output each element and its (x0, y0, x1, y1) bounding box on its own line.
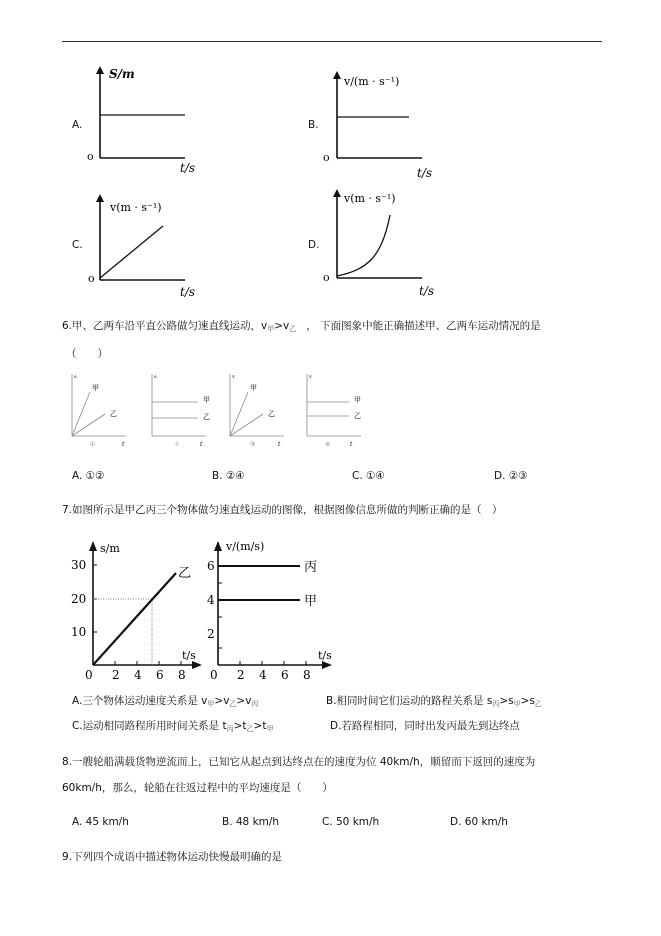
option-c-label: C. (72, 239, 83, 251)
x-axis-label: t/s (417, 166, 433, 180)
option-d-label: D. (308, 239, 320, 251)
x-tick: 4 (259, 668, 267, 682)
graph-a (85, 60, 205, 180)
origin-label: o (323, 271, 330, 284)
graph-number: ③ (250, 441, 256, 448)
y-axis-label: v(m · s⁻¹) (110, 201, 162, 214)
option-text: >v (236, 695, 252, 707)
line-label: 乙 (354, 412, 361, 420)
x-tick: 6 (156, 668, 164, 682)
line-label: 乙 (110, 410, 117, 418)
axis-label: s (154, 374, 157, 380)
x-axis-label: t/s (419, 284, 435, 298)
q6-text-part: 6.甲、乙两车沿平直公路做匀速直线运动，v (62, 320, 268, 332)
subscript: 乙 (229, 700, 237, 708)
option-text: A.三个物体运动速度关系是 v (72, 695, 208, 707)
y-tick: 30 (71, 558, 87, 572)
option-text: >t (233, 720, 247, 732)
q6-option-c[interactable]: C. ①④ (352, 470, 385, 482)
q6-option-d[interactable]: D. ②③ (494, 470, 528, 482)
y-tick: 2 (207, 627, 215, 641)
axis-label: s (74, 374, 77, 380)
x-tick: 0 (85, 668, 93, 682)
option-text: C.运动相同路程所用时间关系是 t (72, 720, 227, 732)
subscript: 丙 (226, 725, 234, 733)
axis-label: t (278, 441, 281, 448)
question-8-line2: 60km/h，那么，轮船在往返过程中的平均速度是（ ） (62, 782, 333, 794)
y-axis-label: s/m (100, 542, 120, 555)
axis-label: v (232, 374, 235, 380)
q8-option-d[interactable]: D. 60 km/h (450, 816, 508, 828)
graph-3 (228, 372, 293, 448)
option-text: >v (214, 695, 230, 707)
q8-option-c[interactable]: C. 50 km/h (322, 816, 380, 828)
question-7-text: 7.如图所示是甲乙丙三个物体做匀速直线运动的图像，根据图像信息所做的判断正确的是（ ） (62, 504, 503, 516)
y-tick: 6 (207, 559, 215, 573)
q6-text-part: >v (274, 320, 290, 332)
x-tick: 4 (134, 668, 142, 682)
option-b-label: B. (308, 119, 319, 131)
subscript: 乙 (246, 725, 254, 733)
subscript: 乙 (289, 325, 297, 333)
y-tick: 10 (71, 625, 87, 639)
question-8-line1: 8.一艘轮船满载货物逆流而上，已知它从起点到达终点在的速度为位 40km/h，顺留而下返回的速度为 (62, 756, 536, 768)
x-tick: 2 (112, 668, 120, 682)
graph-c (85, 190, 205, 310)
x-tick: 6 (281, 668, 289, 682)
q8-option-b[interactable]: B. 48 km/h (222, 816, 280, 828)
q8-option-a[interactable]: A. 45 km/h (72, 816, 129, 828)
axis-label: t (122, 441, 125, 448)
x-axis-label: t/s (180, 161, 196, 175)
line-label-bing: 丙 (304, 560, 318, 575)
option-text: B.相同时间它们运动的路程关系是 s (326, 695, 493, 707)
option-text: >s (520, 695, 535, 707)
origin-label: o (88, 272, 95, 285)
y-axis-label: v/(m · s⁻¹) (344, 75, 400, 88)
y-tick: 20 (71, 592, 87, 606)
line-label-jia: 甲 (304, 594, 318, 609)
line-label: 甲 (250, 384, 257, 392)
subscript: 丙 (251, 700, 259, 708)
distance-time-graph (60, 535, 210, 685)
q7-option-a[interactable] (72, 694, 258, 711)
option-text: >s (499, 695, 514, 707)
subscript: 丙 (492, 700, 500, 708)
option-text: >t (253, 720, 267, 732)
x-axis-label: t/s (180, 285, 196, 299)
graph-number: ① (90, 441, 96, 448)
line-label-yi: 乙 (178, 566, 192, 581)
q7-option-c[interactable] (72, 719, 273, 736)
answer-blank: （ ） (66, 348, 108, 360)
q6-text-part: ， 下面图象中能正确描述甲、乙两车运动情况的是 (306, 320, 541, 332)
subscript: 甲 (266, 725, 274, 733)
q6-option-a[interactable]: A. ①② (72, 470, 105, 482)
y-axis-label: v(m · s⁻¹) (344, 192, 396, 205)
graph-b (322, 65, 442, 185)
subscript: 甲 (267, 325, 275, 333)
graph-2 (150, 372, 215, 448)
graph-1 (70, 372, 130, 448)
graph-d (322, 185, 442, 305)
graph-4 (305, 372, 370, 448)
q7-option-b[interactable] (326, 694, 542, 711)
subscript: 甲 (513, 700, 521, 708)
line-label: 乙 (268, 410, 275, 418)
graph-number: ④ (325, 441, 331, 448)
q6-option-b[interactable]: B. ②④ (212, 470, 245, 482)
x-axis-label: t/s (182, 649, 196, 662)
axis-label: t (200, 441, 203, 448)
x-tick: 8 (178, 668, 186, 682)
x-tick: 2 (237, 668, 245, 682)
x-axis-label: t/s (318, 649, 332, 662)
line-label: 甲 (203, 396, 210, 404)
x-tick: 8 (303, 668, 311, 682)
origin-label: o (87, 150, 94, 163)
line-label: 甲 (354, 396, 361, 404)
origin-label: o (323, 151, 330, 164)
y-axis-label: v/(m/s) (226, 540, 265, 553)
q7-option-d[interactable]: D.若路程相同，同时出发丙最先到达终点 (330, 720, 520, 732)
graph-number: ② (174, 441, 180, 448)
axis-label: v (309, 374, 312, 380)
axis-label: t (350, 441, 353, 448)
question-6-text (62, 319, 541, 336)
header-rule (62, 41, 602, 42)
subscript: 甲 (207, 700, 215, 708)
y-tick: 4 (207, 593, 215, 607)
x-tick: 0 (210, 668, 218, 682)
line-label: 甲 (92, 384, 99, 392)
subscript: 乙 (534, 700, 542, 708)
line-label: 乙 (203, 413, 210, 421)
option-a-label: A. (72, 119, 83, 131)
velocity-time-graph (200, 535, 350, 685)
y-axis-label: S/m (109, 67, 135, 81)
question-9-text: 9.下列四个成语中描述物体运动快慢最明确的是 (62, 851, 283, 863)
